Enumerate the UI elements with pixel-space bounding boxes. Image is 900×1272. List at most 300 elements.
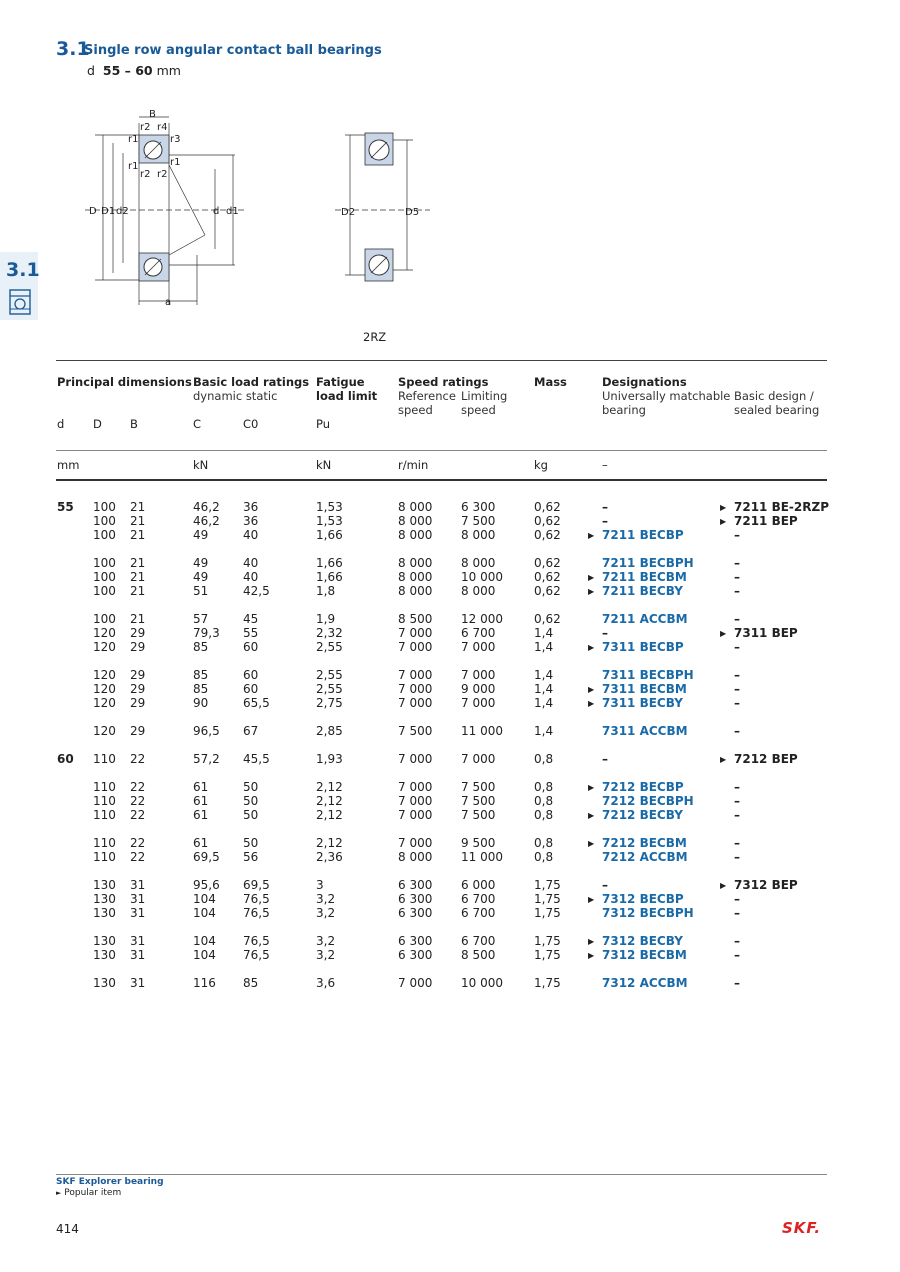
designation-link[interactable]: 7212 BECBM xyxy=(602,836,687,850)
table-cell-lim: 7 000 xyxy=(461,752,496,766)
table-cell-C: 69,5 xyxy=(193,850,220,864)
table-cell-basic: 7311 BEP xyxy=(734,626,798,640)
table-cell-mass: 0,8 xyxy=(534,794,554,808)
table-cell-ref: 7 000 xyxy=(398,780,433,794)
table-cell-C: 49 xyxy=(193,528,209,542)
table-cell-C: 61 xyxy=(193,794,209,808)
popular-marker-icon: ▶ xyxy=(720,629,727,638)
table-cell-basic: – xyxy=(734,850,740,864)
table-body-rule xyxy=(56,479,827,481)
table-cell-lim: 8 000 xyxy=(461,584,496,598)
symbol-d: d xyxy=(57,417,65,431)
table-cell-C0: 76,5 xyxy=(243,934,270,948)
page-number: 414 xyxy=(56,1222,79,1236)
designation-link[interactable]: 7312 BECBY xyxy=(602,934,683,948)
table-cell-C: 96,5 xyxy=(193,724,220,738)
table-cell-mass: 0,62 xyxy=(534,528,561,542)
label-r4: r4 xyxy=(157,122,168,133)
table-cell-C: 61 xyxy=(193,780,209,794)
table-cell-lim: 6 300 xyxy=(461,500,496,514)
table-cell-mass: 0,62 xyxy=(534,570,561,584)
table-cell-lim: 8 000 xyxy=(461,528,496,542)
header-principal-dimensions: Principal dimensions xyxy=(57,375,192,389)
table-cell-mass: 1,75 xyxy=(534,934,561,948)
table-cell-C0: 40 xyxy=(243,570,259,584)
table-cell-basic: – xyxy=(734,724,740,738)
table-cell-ref: 8 000 xyxy=(398,850,433,864)
header-designations: Designations xyxy=(602,375,687,389)
table-cell-B: 21 xyxy=(130,570,146,584)
table-cell-C: 116 xyxy=(193,976,216,990)
table-cell-basic: – xyxy=(734,612,740,626)
designation-link[interactable]: 7211 BECBY xyxy=(602,584,683,598)
table-cell-Pu: 2,85 xyxy=(316,724,343,738)
table-cell-ref: 7 000 xyxy=(398,626,433,640)
popular-marker-icon: ▶ xyxy=(588,783,595,792)
table-cell-univ: – xyxy=(602,514,608,528)
table-cell-univ: – xyxy=(602,500,608,514)
table-cell-C: 57 xyxy=(193,612,209,626)
designation-link[interactable]: 7312 ACCBM xyxy=(602,976,688,990)
legend-title: SKF Explorer bearing xyxy=(56,1177,164,1187)
table-cell-D: 110 xyxy=(93,752,116,766)
popular-marker-icon: ▶ xyxy=(588,951,595,960)
table-cell-B: 29 xyxy=(130,640,146,654)
table-cell-basic: – xyxy=(734,668,740,682)
popular-marker-icon: ▶ xyxy=(720,517,727,526)
designation-link[interactable]: 7311 BECBY xyxy=(602,696,683,710)
table-cell-d: 55 xyxy=(57,500,74,514)
table-cell-C0: 67 xyxy=(243,724,259,738)
table-cell-basic: – xyxy=(734,906,740,920)
table-cell-B: 31 xyxy=(130,934,146,948)
table-cell-ref: 7 000 xyxy=(398,836,433,850)
table-cell-D: 100 xyxy=(93,500,116,514)
table-cell-mass: 0,8 xyxy=(534,850,554,864)
designation-link[interactable]: 7311 BECBM xyxy=(602,682,687,696)
table-cell-lim: 8 500 xyxy=(461,948,496,962)
table-cell-C0: 40 xyxy=(243,556,259,570)
popular-marker-icon: ▶ xyxy=(588,839,595,848)
popular-marker-icon: ▶ xyxy=(720,881,727,890)
designation-link[interactable]: 7211 BECBP xyxy=(602,528,684,542)
designation-link[interactable]: 7212 BECBPH xyxy=(602,794,694,808)
label-a: a xyxy=(165,297,172,308)
designation-link[interactable]: 7211 ACCBM xyxy=(602,612,688,626)
table-cell-D: 120 xyxy=(93,724,116,738)
table-cell-mass: 1,4 xyxy=(534,696,554,710)
table-cell-mass: 0,8 xyxy=(534,836,554,850)
header-fatigue: Fatigue xyxy=(316,375,365,389)
popular-marker-icon: ▶ xyxy=(720,755,727,764)
table-cell-D: 120 xyxy=(93,696,116,710)
table-cell-B: 21 xyxy=(130,556,146,570)
table-cell-B: 31 xyxy=(130,878,146,892)
popular-marker-icon: ▶ xyxy=(720,503,727,512)
table-cell-lim: 11 000 xyxy=(461,850,503,864)
table-cell-D: 120 xyxy=(93,682,116,696)
table-cell-basic: – xyxy=(734,948,740,962)
table-cell-Pu: 2,12 xyxy=(316,780,343,794)
table-cell-D: 110 xyxy=(93,794,116,808)
table-cell-mass: 1,4 xyxy=(534,682,554,696)
bearing-icon xyxy=(9,289,31,319)
table-cell-Pu: 2,36 xyxy=(316,850,343,864)
table-cell-lim: 7 500 xyxy=(461,794,496,808)
table-cell-C: 104 xyxy=(193,892,216,906)
table-cell-D: 130 xyxy=(93,934,116,948)
table-cell-C0: 50 xyxy=(243,794,259,808)
table-cell-basic: – xyxy=(734,780,740,794)
designation-link[interactable]: 7212 ACCBM xyxy=(602,850,688,864)
table-cell-lim: 7 000 xyxy=(461,640,496,654)
table-cell-d: 60 xyxy=(57,752,74,766)
table-cell-B: 22 xyxy=(130,836,146,850)
table-cell-Pu: 2,75 xyxy=(316,696,343,710)
table-cell-mass: 0,8 xyxy=(534,780,554,794)
table-cell-univ: – xyxy=(602,626,608,640)
table-cell-C0: 76,5 xyxy=(243,906,270,920)
popular-marker-icon: ▶ xyxy=(588,643,595,652)
table-cell-B: 22 xyxy=(130,752,146,766)
table-cell-C0: 40 xyxy=(243,528,259,542)
table-cell-ref: 7 000 xyxy=(398,682,433,696)
table-cell-Pu: 1,53 xyxy=(316,514,343,528)
symbol-C0: C0 xyxy=(243,417,259,431)
designation-link[interactable]: 7312 BECBM xyxy=(602,948,687,962)
table-cell-lim: 8 000 xyxy=(461,556,496,570)
popular-marker-icon: ▶ xyxy=(588,895,595,904)
table-cell-lim: 7 500 xyxy=(461,780,496,794)
table-cell-D: 100 xyxy=(93,584,116,598)
table-cell-lim: 7 500 xyxy=(461,808,496,822)
table-cell-C0: 69,5 xyxy=(243,878,270,892)
table-cell-D: 100 xyxy=(93,528,116,542)
table-cell-C0: 36 xyxy=(243,514,259,528)
unit-kg: kg xyxy=(534,458,548,472)
label-D: D xyxy=(89,206,97,217)
unit-rmin: r/min xyxy=(398,458,429,472)
designation-link[interactable]: 7212 BECBY xyxy=(602,808,683,822)
label-d1: d1 xyxy=(226,206,239,217)
header-basic-design: Basic design / xyxy=(734,389,814,403)
label-r2-lower: r2 xyxy=(140,169,151,180)
table-cell-B: 31 xyxy=(130,948,146,962)
table-cell-Pu: 3,2 xyxy=(316,948,336,962)
table-cell-lim: 10 000 xyxy=(461,976,503,990)
table-cell-Pu: 1,53 xyxy=(316,500,343,514)
table-cell-D: 100 xyxy=(93,556,116,570)
table-cell-C0: 56 xyxy=(243,850,259,864)
designation-link[interactable]: 7212 BECBP xyxy=(602,780,684,794)
table-cell-C: 61 xyxy=(193,808,209,822)
header-reference: Reference xyxy=(398,389,456,403)
table-cell-basic: 7212 BEP xyxy=(734,752,798,766)
table-cell-ref: 7 000 xyxy=(398,976,433,990)
popular-marker-icon: ▶ xyxy=(588,811,595,820)
label-r1: r1 xyxy=(128,134,139,145)
table-cell-univ: – xyxy=(602,878,608,892)
table-cell-C: 104 xyxy=(193,906,216,920)
header-basic-load-sub: dynamic static xyxy=(193,389,278,403)
table-cell-D: 110 xyxy=(93,850,116,864)
table-cell-basic: 7312 BEP xyxy=(734,878,798,892)
figure-caption: 2RZ xyxy=(363,330,387,344)
table-cell-mass: 1,4 xyxy=(534,626,554,640)
table-cell-basic: – xyxy=(734,934,740,948)
table-cell-D: 110 xyxy=(93,836,116,850)
table-cell-C0: 60 xyxy=(243,682,259,696)
label-r3: r3 xyxy=(170,134,181,145)
table-cell-ref: 6 300 xyxy=(398,934,433,948)
sealed-bearing-diagram xyxy=(335,125,430,285)
table-cell-ref: 6 300 xyxy=(398,948,433,962)
table-cell-B: 22 xyxy=(130,794,146,808)
table-cell-C0: 60 xyxy=(243,640,259,654)
table-cell-mass: 1,4 xyxy=(534,668,554,682)
table-top-rule xyxy=(56,360,827,361)
table-cell-Pu: 1,9 xyxy=(316,612,336,626)
table-cell-basic: – xyxy=(734,892,740,906)
table-cell-Pu: 2,12 xyxy=(316,794,343,808)
header-load-limit: load limit xyxy=(316,389,378,403)
table-cell-C0: 55 xyxy=(243,626,259,640)
table-cell-basic: – xyxy=(734,556,740,570)
table-cell-mass: 0,8 xyxy=(534,808,554,822)
table-cell-lim: 9 500 xyxy=(461,836,496,850)
label-D5: D5 xyxy=(405,207,420,218)
designation-link[interactable]: 7312 BECBP xyxy=(602,892,684,906)
table-cell-Pu: 1,66 xyxy=(316,528,343,542)
table-cell-ref: 8 500 xyxy=(398,612,433,626)
table-cell-ref: 8 000 xyxy=(398,528,433,542)
table-cell-C: 85 xyxy=(193,668,209,682)
table-cell-mass: 1,75 xyxy=(534,892,561,906)
table-cell-basic: – xyxy=(734,696,740,710)
table-cell-Pu: 1,66 xyxy=(316,556,343,570)
footer-rule xyxy=(56,1174,827,1175)
header-basic-load-ratings: Basic load ratings xyxy=(193,375,310,389)
label-D1: D1 xyxy=(101,206,116,217)
table-cell-B: 21 xyxy=(130,528,146,542)
table-cell-B: 29 xyxy=(130,682,146,696)
page-title: Single row angular contact ball bearings xyxy=(84,43,382,58)
table-cell-mass: 0,62 xyxy=(534,514,561,528)
popular-marker-icon: ▶ xyxy=(588,937,595,946)
label-B: B xyxy=(149,109,156,120)
table-cell-C0: 50 xyxy=(243,780,259,794)
table-cell-ref: 6 300 xyxy=(398,878,433,892)
table-cell-B: 22 xyxy=(130,808,146,822)
designation-link[interactable]: 7311 ACCBM xyxy=(602,724,688,738)
designation-link[interactable]: 7312 BECBPH xyxy=(602,906,694,920)
label-r2-lower-right: r2 xyxy=(157,169,168,180)
table-cell-basic: 7211 BEP xyxy=(734,514,798,528)
table-cell-mass: 0,62 xyxy=(534,556,561,570)
side-tab-number: 3.1 xyxy=(6,259,40,281)
table-cell-D: 100 xyxy=(93,570,116,584)
table-cell-ref: 8 000 xyxy=(398,556,433,570)
table-cell-C: 46,2 xyxy=(193,514,220,528)
table-cell-Pu: 1,66 xyxy=(316,570,343,584)
popular-marker-icon: ▶ xyxy=(588,587,595,596)
section-number: 3.1 xyxy=(56,38,90,60)
designation-link[interactable]: 7311 BECBP xyxy=(602,640,684,654)
table-cell-lim: 6 000 xyxy=(461,878,496,892)
table-cell-mass: 1,75 xyxy=(534,878,561,892)
table-cell-ref: 7 000 xyxy=(398,668,433,682)
table-cell-mass: 1,75 xyxy=(534,976,561,990)
table-cell-C: 49 xyxy=(193,556,209,570)
symbol-D: D xyxy=(93,417,102,431)
symbol-Pu: Pu xyxy=(316,417,331,431)
table-cell-Pu: 2,32 xyxy=(316,626,343,640)
table-cell-B: 29 xyxy=(130,724,146,738)
table-cell-lim: 11 000 xyxy=(461,724,503,738)
table-cell-D: 130 xyxy=(93,976,116,990)
table-cell-C0: 50 xyxy=(243,808,259,822)
header-limiting: Limiting xyxy=(461,389,508,403)
table-cell-C: 51 xyxy=(193,584,209,598)
table-cell-lim: 6 700 xyxy=(461,906,496,920)
table-cell-D: 130 xyxy=(93,892,116,906)
table-cell-mass: 0,8 xyxy=(534,752,554,766)
table-cell-B: 29 xyxy=(130,696,146,710)
table-cell-basic: – xyxy=(734,584,740,598)
table-cell-C: 61 xyxy=(193,836,209,850)
popular-marker-icon: ▶ xyxy=(588,531,595,540)
popular-marker-icon: ▶ xyxy=(588,699,595,708)
table-cell-basic: – xyxy=(734,808,740,822)
unit-kN-fatigue: kN xyxy=(316,458,332,472)
unit-designation: – xyxy=(602,458,608,472)
label-r1-lower: r1 xyxy=(128,161,139,172)
table-cell-ref: 7 000 xyxy=(398,752,433,766)
table-cell-D: 110 xyxy=(93,780,116,794)
table-cell-basic: – xyxy=(734,836,740,850)
table-cell-B: 29 xyxy=(130,626,146,640)
table-cell-C: 104 xyxy=(193,948,216,962)
table-cell-Pu: 3 xyxy=(316,878,324,892)
table-cell-D: 120 xyxy=(93,626,116,640)
table-cell-basic: – xyxy=(734,682,740,696)
table-cell-B: 21 xyxy=(130,500,146,514)
table-cell-C: 104 xyxy=(193,934,216,948)
table-cell-ref: 7 000 xyxy=(398,696,433,710)
skf-logo: SKF. xyxy=(782,1219,822,1237)
table-cell-ref: 6 300 xyxy=(398,892,433,906)
table-cell-basic: 7211 BE-2RZP xyxy=(734,500,829,514)
table-cell-C0: 85 xyxy=(243,976,259,990)
popular-marker-icon: ▶ xyxy=(588,685,595,694)
table-cell-Pu: 2,55 xyxy=(316,668,343,682)
designation-link[interactable]: 7211 BECBM xyxy=(602,570,687,584)
table-cell-D: 100 xyxy=(93,514,116,528)
table-cell-D: 130 xyxy=(93,878,116,892)
header-sealed-bearing: sealed bearing xyxy=(734,403,820,417)
table-cell-ref: 7 000 xyxy=(398,794,433,808)
header-speed-ratings: Speed ratings xyxy=(398,375,489,389)
table-cell-C: 49 xyxy=(193,570,209,584)
table-cell-C0: 65,5 xyxy=(243,696,270,710)
symbol-B: B xyxy=(130,417,138,431)
table-cell-ref: 6 300 xyxy=(398,906,433,920)
table-cell-C0: 36 xyxy=(243,500,259,514)
table-cell-D: 120 xyxy=(93,640,116,654)
table-cell-Pu: 3,2 xyxy=(316,906,336,920)
popular-marker-icon: ► xyxy=(56,1189,62,1197)
table-cell-lim: 7 500 xyxy=(461,514,496,528)
page-subtitle: d 55 – 60 mm xyxy=(87,63,181,78)
table-cell-ref: 7 000 xyxy=(398,640,433,654)
table-cell-mass: 1,75 xyxy=(534,906,561,920)
table-cell-C0: 60 xyxy=(243,668,259,682)
table-cell-B: 31 xyxy=(130,906,146,920)
table-cell-Pu: 2,55 xyxy=(316,640,343,654)
table-cell-C: 46,2 xyxy=(193,500,220,514)
legend-note: ► Popular item xyxy=(56,1188,122,1198)
table-cell-lim: 7 000 xyxy=(461,668,496,682)
table-cell-Pu: 2,12 xyxy=(316,808,343,822)
table-cell-C0: 50 xyxy=(243,836,259,850)
table-cell-lim: 6 700 xyxy=(461,934,496,948)
table-cell-ref: 7 000 xyxy=(398,808,433,822)
table-cell-mass: 0,62 xyxy=(534,500,561,514)
table-cell-C: 95,6 xyxy=(193,878,220,892)
unit-mm: mm xyxy=(57,458,80,472)
table-cell-B: 21 xyxy=(130,514,146,528)
table-cell-basic: – xyxy=(734,976,740,990)
table-cell-basic: – xyxy=(734,640,740,654)
designation-link[interactable]: 7211 BECBPH xyxy=(602,556,694,570)
label-r2: r2 xyxy=(140,122,151,133)
table-cell-basic: – xyxy=(734,528,740,542)
table-cell-D: 130 xyxy=(93,948,116,962)
table-cell-B: 31 xyxy=(130,976,146,990)
table-cell-Pu: 1,8 xyxy=(316,584,336,598)
table-cell-D: 130 xyxy=(93,906,116,920)
table-cell-B: 22 xyxy=(130,780,146,794)
table-cell-basic: – xyxy=(734,794,740,808)
table-cell-Pu: 3,2 xyxy=(316,934,336,948)
table-cell-mass: 1,4 xyxy=(534,640,554,654)
table-cell-mass: 1,4 xyxy=(534,724,554,738)
table-cell-mass: 1,75 xyxy=(534,948,561,962)
table-cell-lim: 9 000 xyxy=(461,682,496,696)
table-cell-B: 31 xyxy=(130,892,146,906)
table-cell-D: 120 xyxy=(93,668,116,682)
table-cell-Pu: 2,55 xyxy=(316,682,343,696)
table-header-rule xyxy=(56,450,827,451)
table-cell-ref: 8 000 xyxy=(398,514,433,528)
designation-link[interactable]: 7311 BECBPH xyxy=(602,668,694,682)
table-cell-C0: 76,5 xyxy=(243,948,270,962)
table-cell-C0: 42,5 xyxy=(243,584,270,598)
table-cell-lim: 6 700 xyxy=(461,626,496,640)
header-bearing: bearing xyxy=(602,403,646,417)
label-d: d xyxy=(213,206,220,217)
table-cell-lim: 6 700 xyxy=(461,892,496,906)
symbol-C: C xyxy=(193,417,202,431)
table-cell-C0: 76,5 xyxy=(243,892,270,906)
table-cell-mass: 0,62 xyxy=(534,584,561,598)
table-cell-univ: – xyxy=(602,752,608,766)
table-cell-ref: 8 000 xyxy=(398,570,433,584)
header-universally-matchable: Universally matchable xyxy=(602,389,731,403)
header-mass: Mass xyxy=(534,375,567,389)
table-cell-B: 29 xyxy=(130,668,146,682)
table-cell-Pu: 1,93 xyxy=(316,752,343,766)
